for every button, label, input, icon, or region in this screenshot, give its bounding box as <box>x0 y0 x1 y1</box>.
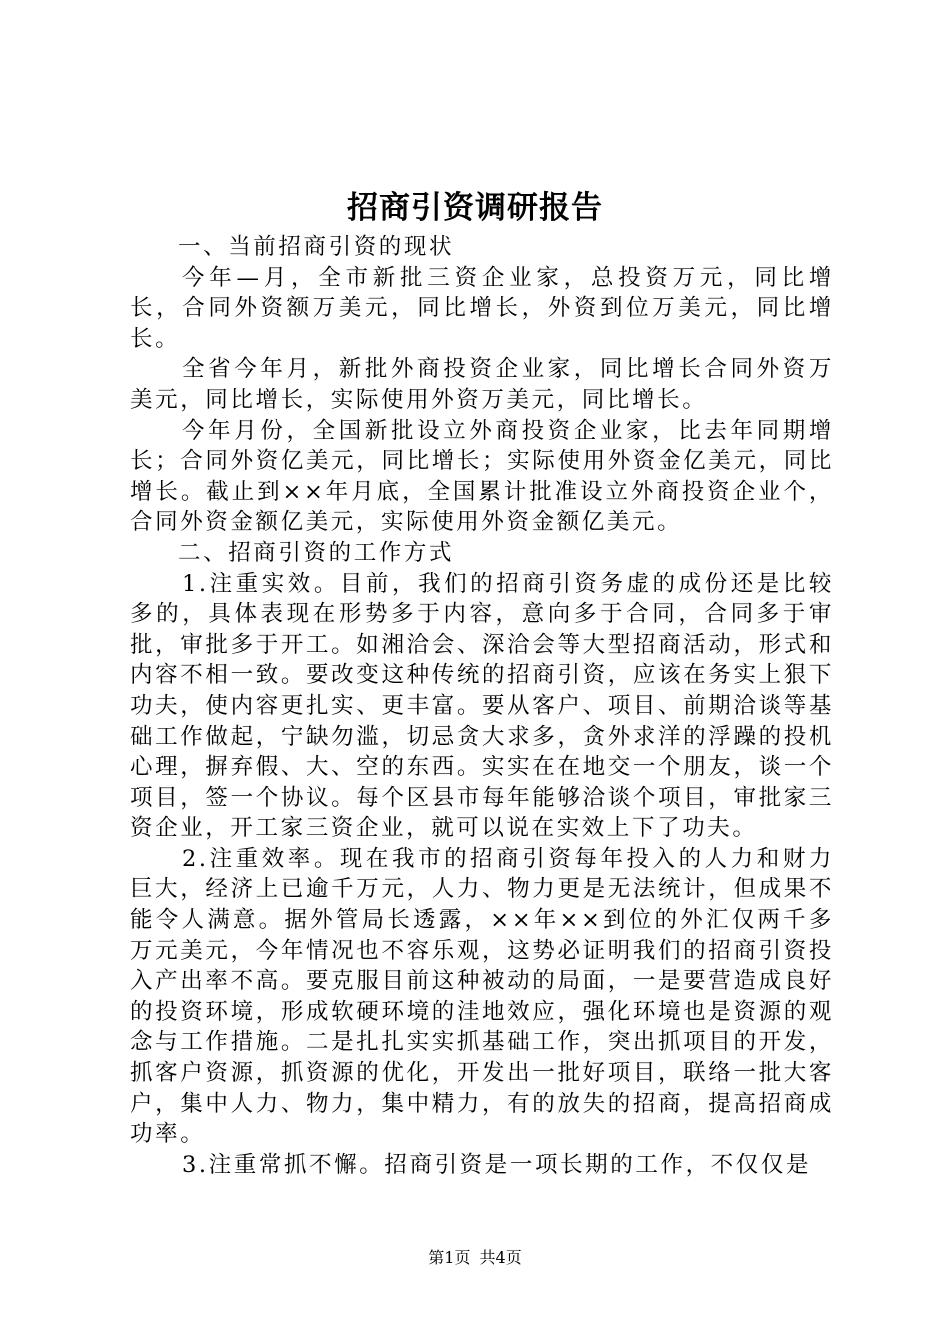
section-heading-status: 一、当前招商引资的现状 <box>178 234 455 260</box>
paragraph-effectiveness: 1.注重实效。目前，我们的招商引资务虚的成份还是比较多的，具体表现在形势多于内容，意向多于合同，合同多于审批，审批多于开工。如湘洽会、深洽会等大型招商活动，形式和内容不相一致。要改变这种传统的招商引资，应该在务实上狠下功夫，使内容更扎实、更丰富。要从客户、项目、前期洽谈等基础工作做起，宁缺勿滥，切忌贪大求多，贪外求洋的浮躁的投机心理，摒弃假、大、空的东西。实实在在地交一个朋友，谈一个项目，签一个协议。每个区县市每年能够洽谈个项目，审批家三资企业，开工家三资企业，就可以说在实效上下了功夫。 <box>130 570 834 842</box>
page-number: 第1页 <box>428 1248 471 1267</box>
paragraph-province-stats: 全省今年月，新批外商投资企业家，同比增长合同外资万美元，同比增长，实际使用外资万美元，同比增长。 <box>130 356 834 413</box>
paragraph-city-stats: 今年—月，全市新批三资企业家，总投资万元，同比增长，合同外资额万美元，同比增长，外资到位万美元，同比增长。 <box>130 264 834 352</box>
page-total: 共4页 <box>479 1248 522 1267</box>
paragraph-persistence: 3.注重常抓不懈。招商引资是一项长期的工作，不仅仅是 <box>182 1151 812 1178</box>
document-title: 招商引资调研报告 <box>347 190 603 226</box>
document-body <box>130 232 834 1180</box>
paragraph-efficiency: 2.注重效率。现在我市的招商引资每年投入的人力和财力巨大，经济上已逾千万元，人力、物力更是无法统计，但成果不能令人满意。据外管局长透露，××年××到位的外汇仅两千多万元美元，今年情况也不容乐观，这势必证明我们的招商引资投入产出率不高。要克服目前这种被动的局面，一是要营造成良好的投资环境，形成软硬环境的洼地效应，强化环境也是资源的观念与工作措施。二是扎扎实实抓基础工作，突出抓项目的开发，抓客户资源，抓资源的优化，开发出一批好项目，联络一批大客户，集中人力、物力，集中精力，有的放失的招商，提高招商成功率。 <box>130 845 834 1148</box>
section-heading-methods: 二、招商引资的工作方式 <box>178 539 455 566</box>
paragraph-national-stats: 今年月份，全国新批设立外商投资企业家，比去年同期增长；合同外资亿美元，同比增长；实际使用外资金亿美元，同比增长。截止到××年月底，全国累计批准设立外商投资企业个，合同外资金额亿美元，实际使用外资金额亿美元。 <box>130 417 834 536</box>
page-footer <box>0 1248 950 1268</box>
